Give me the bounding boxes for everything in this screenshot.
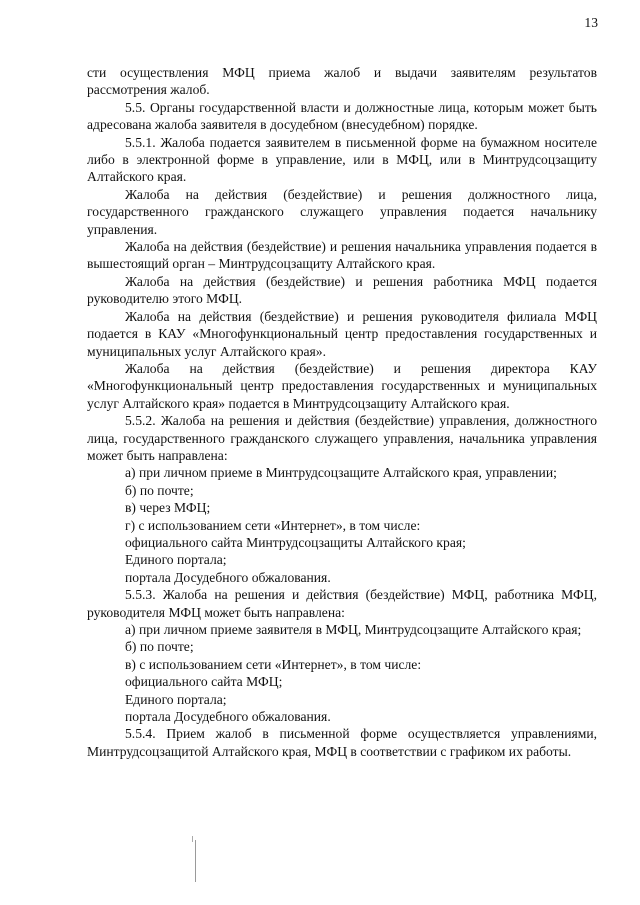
- paragraph: 5.5.4. Прием жалоб в письменной форме осуществляется управлениями, Минтрудсоцзащитой Алтайского края, МФЦ в соответствии с графиком их работы.: [87, 726, 597, 759]
- list-item: а) при личном приеме заявителя в МФЦ, Минтрудсоцзащите Алтайского края;: [125, 622, 582, 637]
- paragraph: 5.5.1. Жалоба подается заявителем в письменной форме на бумажном носителе либо в электронной форме в управление, или в МФЦ, или в Минтрудсоцзащиту Алтайского края.: [87, 134, 597, 185]
- paragraph: Жалоба на действия (бездействие) и решения руководителя филиала МФЦ подается в КАУ «Многофункциональный центр предоставления государственных и муниципальных услуг Алтайского края».: [87, 308, 597, 359]
- paragraph: 5.5.2. Жалоба на решения и действия (бездействие) управления, должностного лица, государственного гражданского служащего управления, начальника управления может быть направлена:: [87, 413, 597, 463]
- list-item: портала Досудебного обжалования.: [125, 709, 331, 725]
- paragraph: Жалоба на действия (бездействие) и решения директора КАУ «Многофункциональный центр предоставления государственных и муниципальных услуг Алтайского края» подается в Минтрудсоцзащиту Алтайского края.: [87, 360, 597, 411]
- list-item: официального сайта Минтрудсоцзащиты Алтайского края;: [125, 534, 466, 550]
- list-item: а) при личном приеме в Минтрудсоцзащите Алтайского края, управлении;: [125, 465, 557, 481]
- list-item: г) с использованием сети «Интернет», в том числе:: [125, 517, 421, 533]
- list-item: портала Досудебного обжалования.: [125, 569, 331, 585]
- list-item: Единого портала;: [125, 552, 227, 568]
- paragraph: сти осуществления МФЦ приема жалоб и выдачи заявителям результатов рассмотрения жалоб.: [87, 65, 597, 98]
- paragraph: Жалоба на действия (бездействие) и решения начальника управления подается в вышестоящий орган – Минтрудсоцзащиту Алтайского края.: [87, 239, 597, 272]
- page-number: 13: [584, 15, 598, 30]
- paragraph: Жалоба на действия (бездействие) и решения работника МФЦ подается руководителю этого МФЦ.: [87, 273, 597, 307]
- list-item: в) через МФЦ;: [125, 500, 211, 516]
- list-item: официального сайта МФЦ;: [125, 674, 283, 690]
- paragraph: 5.5.3. Жалоба на решения и действия (бездействие) МФЦ, работника МФЦ, руководителя МФЦ может быть направлена:: [87, 587, 597, 620]
- list-item: в) с использованием сети «Интернет», в том числе:: [125, 656, 422, 672]
- list-item: б) по почте;: [125, 482, 194, 498]
- document-body: [87, 64, 597, 760]
- list-item: Единого портала;: [125, 691, 227, 707]
- paragraph: 5.5. Органы государственной власти и должностные лица, которым может быть адресована жалоба заявителя в досудебном (внесудебном) порядке.: [87, 99, 597, 133]
- paragraph: Жалоба на действия (бездействие) и решения должностного лица, государственного гражданского служащего управления подается начальнику управления.: [87, 186, 597, 237]
- scan-artifact: [195, 840, 196, 882]
- list-item: б) по почте;: [125, 639, 194, 655]
